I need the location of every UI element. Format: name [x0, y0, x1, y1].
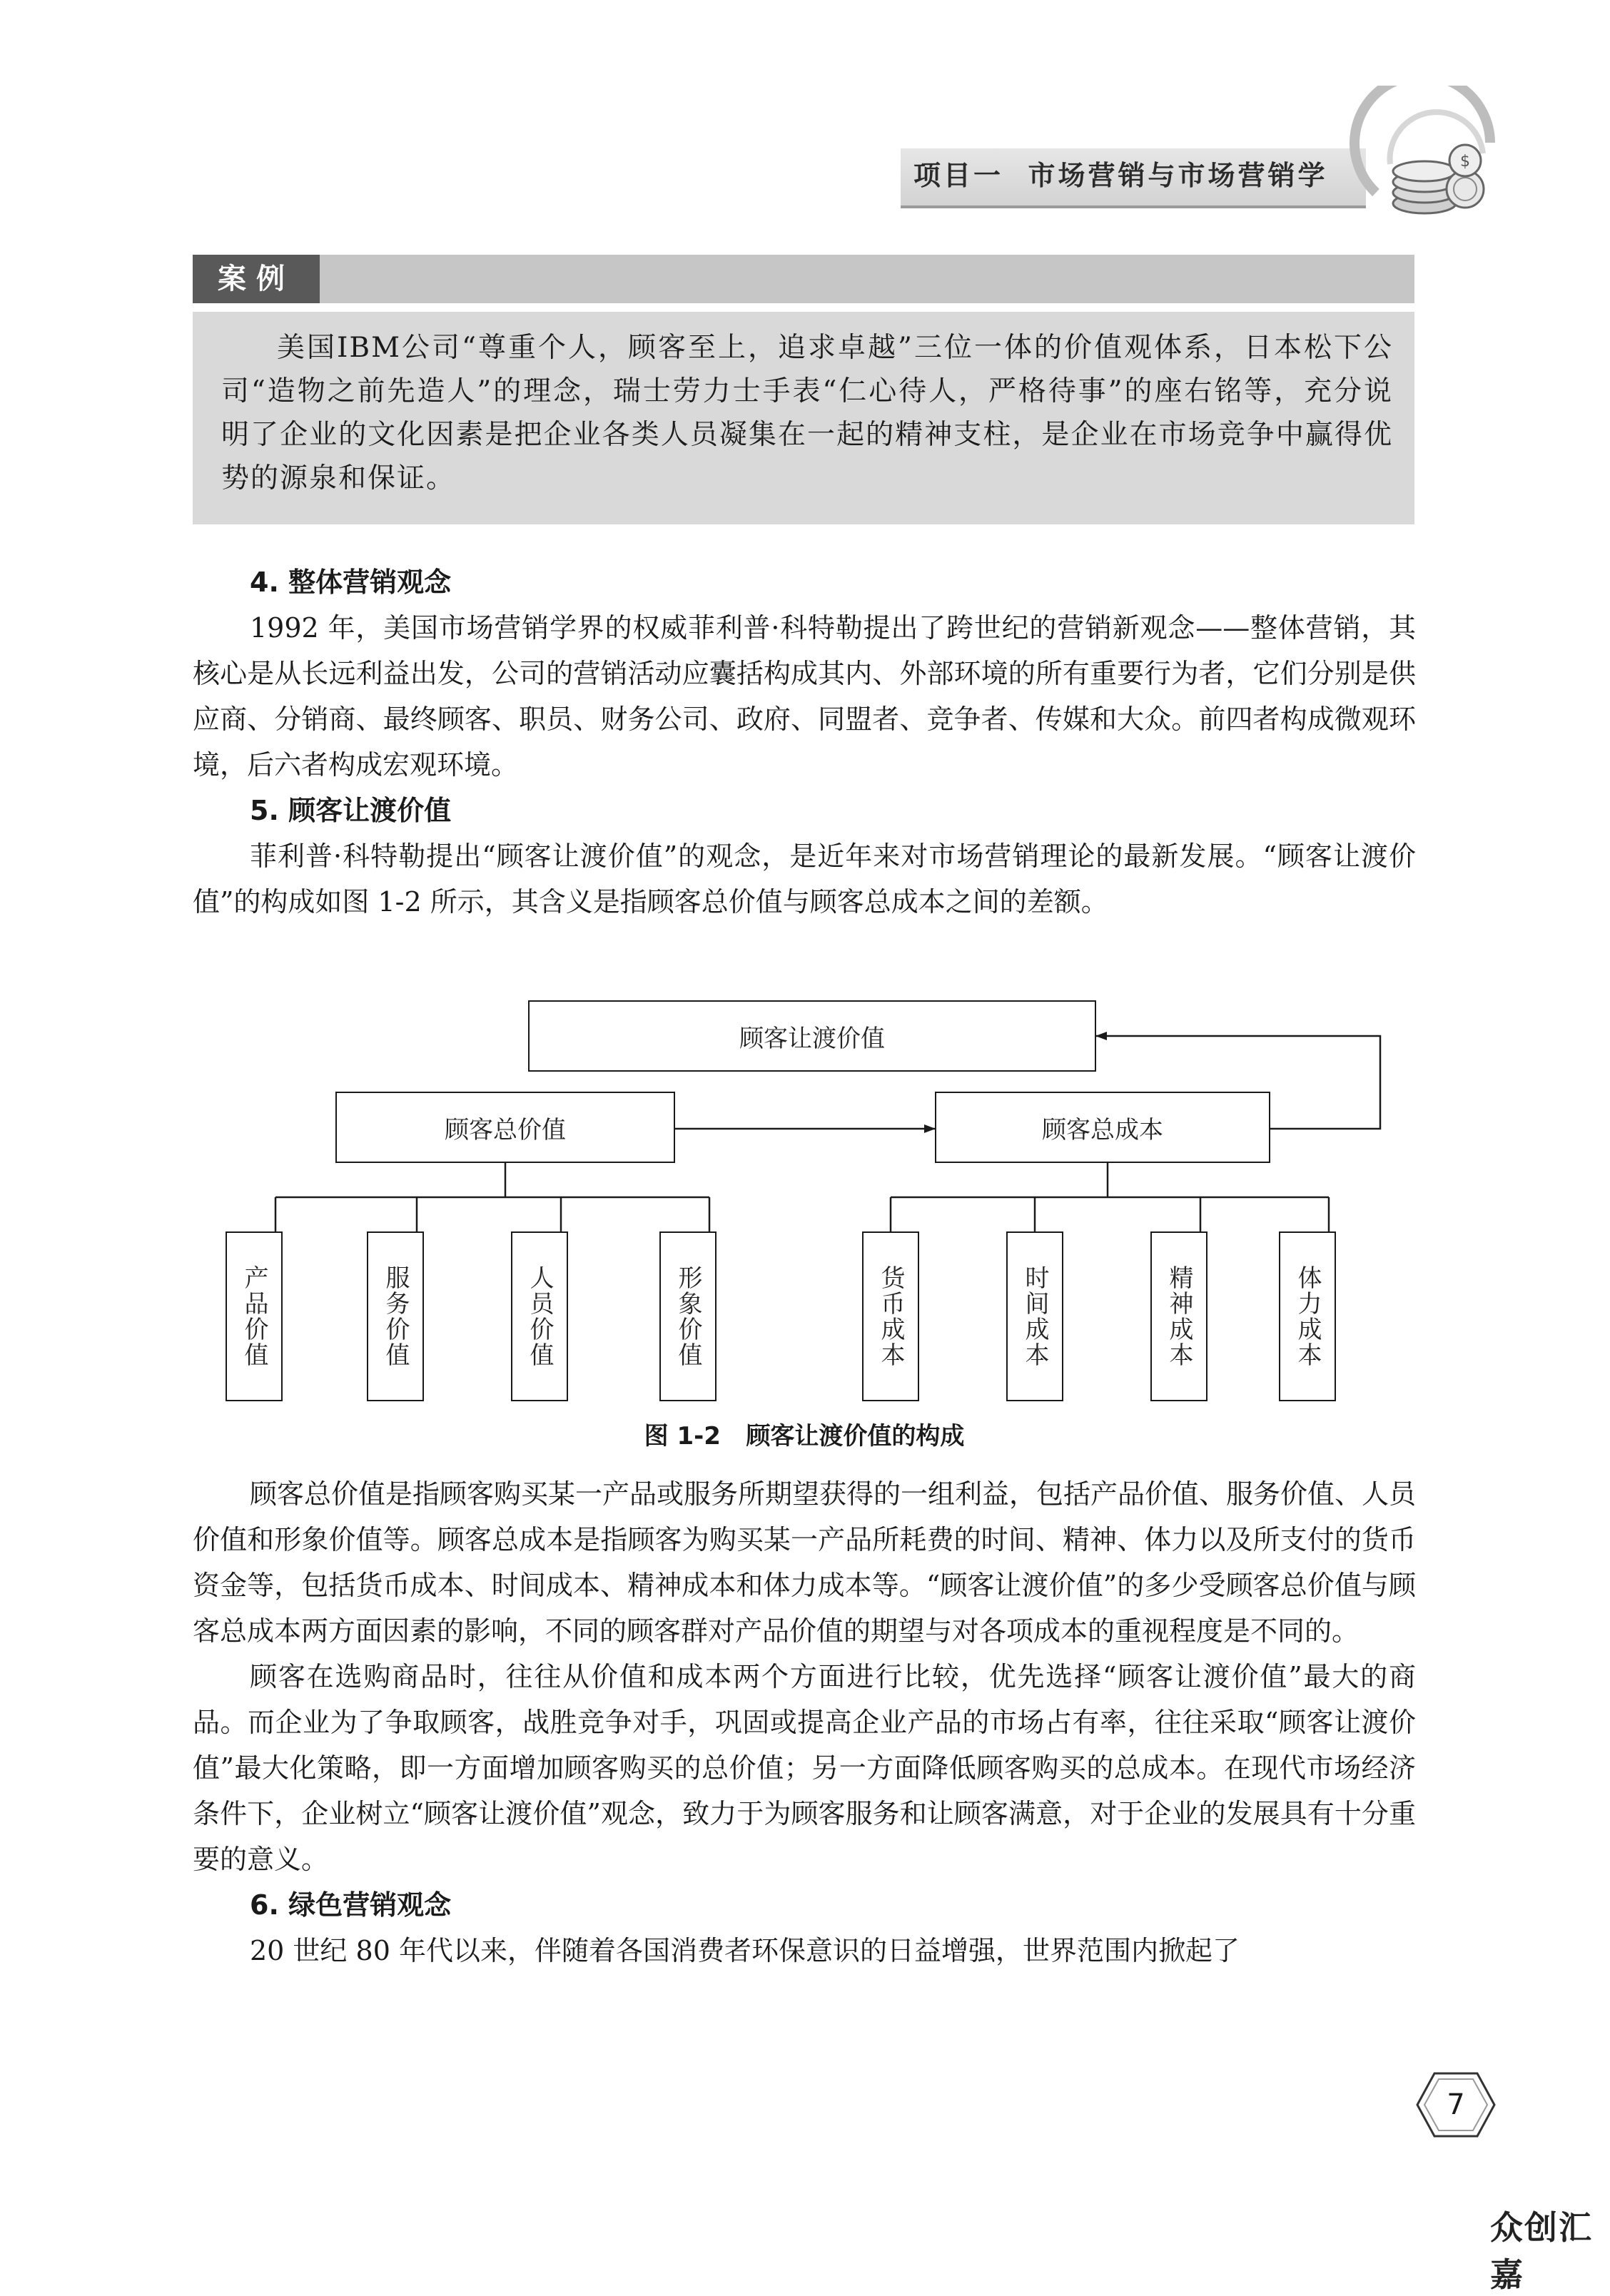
customer-value-diagram [193, 992, 1416, 1420]
svg-text:$: $ [1460, 153, 1470, 171]
node-customer-delivered-value: 顾客让渡价值 [528, 1000, 1096, 1072]
section-6-paragraph: 20 世纪 80 年代以来，伴随着各国消费者环保意识的日益增强，世界范围内掀起了 [250, 1935, 1240, 1966]
chapter-title: 项目一 市场营销与市场营销学 [913, 160, 1328, 191]
after-diagram-content [193, 1471, 1416, 1974]
leaf-product-value: 产品价值 [226, 1231, 283, 1401]
page-number: 7 [1447, 2088, 1465, 2121]
leaf-service-value: 服务价值 [367, 1231, 424, 1401]
case-text: 美国IBM公司“尊重个人，顾客至上，追求卓越”三位一体的价值观体系，日本松下公司“造物之前先造人”的理念，瑞士劳力士手表“仁心待人，严格待事”的座右铭等，充分说明了企业的文化因素是把企业各类人员凝集在一起的精神支柱，是企业在市场竞争中赢得优势的源泉和保证。 [221, 332, 1393, 494]
section-5-paragraph: 菲利普·科特勒提出“顾客让渡价值”的观念，是近年来对市场营销理论的最新发展。“顾客让渡价值”的构成如图 1-2 所示，其含义是指顾客总价值与顾客总成本之间的差额。 [193, 840, 1416, 918]
total-value-paragraph: 顾客总价值是指顾客购买某一产品或服务所期望获得的一组利益，包括产品价值、服务价值、人员价值和形象价值等。顾客总成本是指顾客为购买某一产品所耗费的时间、精神、体力以及所支付的货币资金等，包括货币成本、时间成本、精神成本和体力成本等。“顾客让渡价值”的多少受顾客总价值与顾客总成本两方面因素的影响，不同的顾客群对产品价值的期望与对各项成本的重视程度是不同的。 [193, 1478, 1417, 1647]
leaf-energy-cost: 精神成本 [1150, 1231, 1208, 1401]
section-4-5-content [193, 559, 1416, 925]
section-6-heading: 6. 绿色营销观念 [250, 1889, 452, 1921]
node-total-customer-value: 顾客总价值 [335, 1092, 675, 1163]
leaf-time-cost: 时间成本 [1006, 1231, 1063, 1401]
case-label: 案例 [193, 255, 320, 303]
case-header-strip [193, 255, 1414, 303]
strategy-paragraph: 顾客在选购商品时，往往从价值和成本两个方面进行比较，优先选择“顾客让渡价值”最大的商品。而企业为了争取顾客，战胜竞争对手，巩固或提高企业产品的市场占有率，往往采取“顾客让渡价值”最大化策略，即一方面增加顾客购买的总价值；另一方面降低顾客购买的总成本。在现代市场经济条件下，企业树立“顾客让渡价值”观念，致力于为顾客服务和让顾客满意，对于企业的发展具有十分重要的意义。 [193, 1661, 1416, 1875]
node-total-customer-cost: 顾客总成本 [935, 1092, 1270, 1163]
leaf-physical-cost: 体力成本 [1279, 1231, 1336, 1401]
leaf-monetary-cost: 货币成本 [862, 1231, 919, 1401]
watermark: 众创汇嘉 [1490, 2208, 1593, 2294]
section-4-heading: 4. 整体营销观念 [250, 567, 452, 598]
leaf-image-value: 形象价值 [659, 1231, 717, 1401]
leaf-personnel-value: 人员价值 [511, 1231, 568, 1401]
case-box [193, 312, 1414, 524]
section-4-paragraph: 1992 年，美国市场营销学界的权威菲利普·科特勒提出了跨世纪的营销新观念——整体营销，其核心是从长远利益出发，公司的营销活动应囊括构成其内、外部环境的所有重要行为者，它们分别是供应商、分销商、最终顾客、职员、财务公司、政府、同盟者、竞争者、传媒和大众。前四者构成微观环境，后六者构成宏观环境。 [193, 612, 1416, 781]
figure-caption: 图 1-2 顾客让渡价值的构成 [644, 1422, 965, 1451]
section-5-heading: 5. 顾客让渡价值 [250, 795, 452, 826]
coin-stack-icon [1347, 86, 1519, 257]
